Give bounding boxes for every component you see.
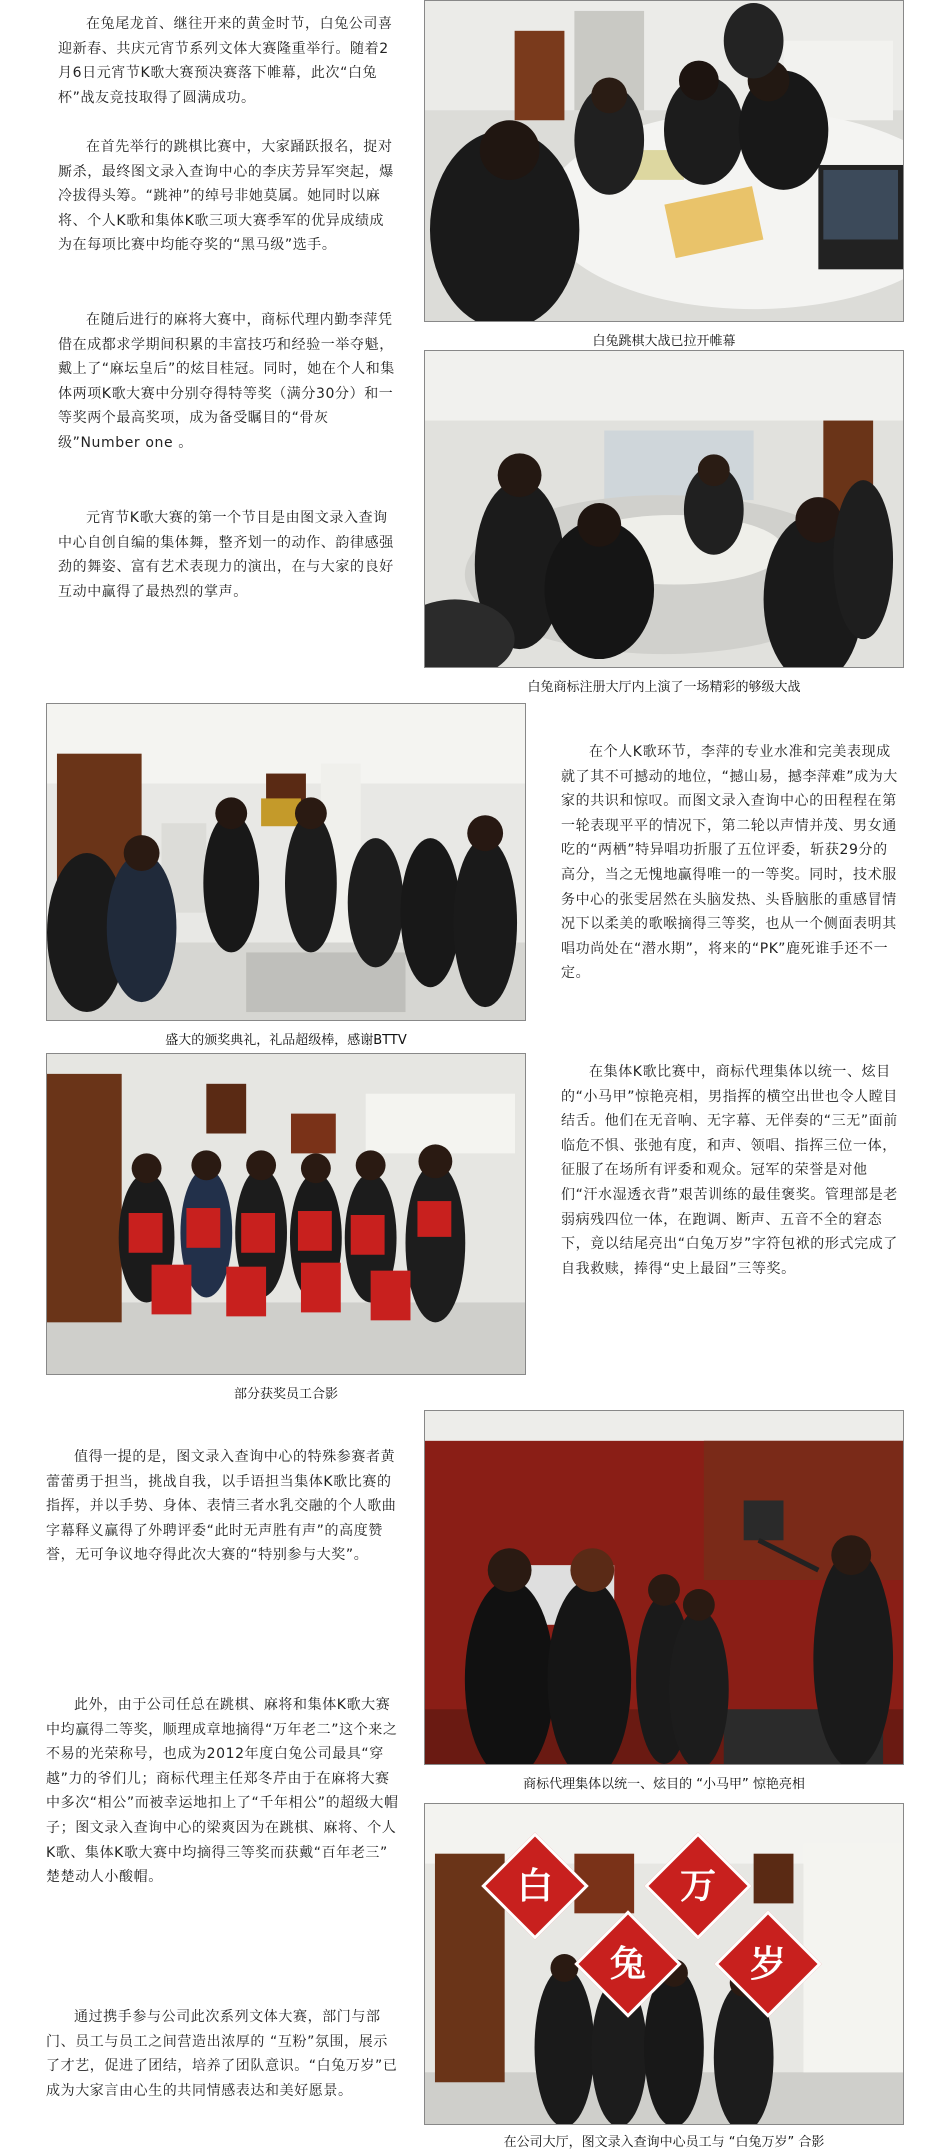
solo-karaoke-paragraph: 在个人K歌环节，李萍的专业水准和完美表现成就了其不可撼动的地位，“撼山易，撼李萍难”成为大家的共识和惊叹。而图文录入查询中心的田程程在第一轮表现平平的情况下，第二轮以声情并茂、男女通吃的“两栖”特异唱功折服了五位评委，斩获29分的高分，当之无愧地赢得唯一的一等奖。同时，技术服务中心的张雯居然在头脑发热、头昏脑胀的重感冒情况下以柔美的歌喉摘得三等奖，也从一个侧面表明其唱功尚处在“潜水期”，将来的“PK”鹿死谁手还不一定。 — [561, 744, 898, 982]
award-ceremony-photo — [46, 703, 526, 1021]
winners-caption: 部分获奖员工合影 — [233, 1387, 338, 1402]
checkers-paragraph: 在首先举行的跳棋比赛中，大家踊跃报名，捉对厮杀，最终图文录入查询中心的李庆芳异军突起，爆冷拔得头筹。“跳神”的绰号非她莫属。她同时以麻将、个人K歌和集体K歌三项大赛季军的优异成绩成为在每项比赛中均能夺奖的“黑马级”选手。 — [58, 139, 394, 254]
sign-ten-thousand-label: 万 — [679, 1865, 716, 1907]
sign-rabbit-label: 兔 — [609, 1943, 646, 1985]
checkers-photo — [424, 0, 904, 322]
rabbit-signs-caption: 在公司大厅，图文录入查询中心员工与 “白兔万岁” 合影 — [503, 2135, 825, 2150]
winners-photo — [46, 1053, 526, 1375]
intro-paragraph: 在兔尾龙首、继往开来的黄金时节，白兔公司喜迎新春、共庆元宵节系列文体大赛隆重举行。随着2月6日元宵节K歌大赛预决赛落下帷幕，此次“白兔杯”战友竞技取得了圆满成功。 — [58, 16, 393, 106]
rabbit-signs-photo — [424, 1803, 904, 2125]
titles-paragraph: 此外，由于公司任总在跳棋、麻将和集体K歌大赛中均赢得二等奖，顺理成章地摘得“万年老二”这个来之不易的光荣称号，也成为2012年度白兔公司最具“穿越”力的爷们儿；商标代理主任郑冬芹由于在麻将大赛中多次“相公”而被幸运地扣上了“千年相公”的超级大帽子；图文录入查询中心的梁爽因为在跳棋、麻将、个人K歌、集体K歌大赛中均摘得三等奖而获戴“百年老三” 楚楚动人小酸帽。 — [46, 1697, 399, 1886]
group-singing-photo — [424, 1410, 904, 1765]
card-game-photo — [424, 350, 904, 668]
card-game-caption: 白兔商标注册大厅内上演了一场精彩的够级大战 — [527, 680, 801, 695]
award-ceremony-caption: 盛大的颁奖典礼，礼品超级棒，感谢BTTV — [165, 1033, 407, 1048]
mahjong-paragraph: 在随后进行的麻将大赛中，商标代理内勤李萍凭借在成都求学期间积累的丰富技巧和经验一举夺魁，戴上了“麻坛皇后”的炫目桂冠。同时，她在个人和集体两项K歌大赛中分别夺得特等奖（满分30分）和一等奖两个最高奖项，成为备受瞩目的“骨灰级”Number one 。 — [58, 312, 395, 451]
sign-white-label: 白 — [516, 1865, 553, 1907]
sign-language-paragraph: 值得一提的是，图文录入查询中心的特殊参赛者黄蕾蕾勇于担当，挑战自我，以手语担当集体K歌比赛的指挥，并以手势、身体、表情三者水乳交融的个人歌曲字幕释义赢得了外聘评委“此时无声胜有声”的高度赞誉，无可争议地夺得此次大赛的“特别参与大奖”。 — [46, 1449, 397, 1564]
checkers-caption: 白兔跳棋大战已拉开帷幕 — [592, 334, 736, 349]
sign-year-label: 岁 — [749, 1943, 786, 1985]
group-karaoke-paragraph: 在集体K歌比赛中，商标代理集体以统一、炫目的“小马甲”惊艳亮相，男指挥的横空出世也令人瞠目结舌。他们在无音响、无字幕、无伴奏的“三无”面前临危不惧、张弛有度，和声、领唱、指挥三位一体，征服了在场所有评委和观众。冠军的荣誉是对他们“汗水湿透衣背”艰苦训练的最佳褒奖。管理部是老弱病残四位一体，在跑调、断声、五音不全的窘态下，竟以结尾亮出“白兔万岁”字符包袱的形式完成了自我救赎，捧得“史上最囧”三等奖。 — [561, 1064, 898, 1277]
dance-paragraph: 元宵节K歌大赛的第一个节目是由图文录入查询中心自创自编的集体舞，整齐划一的动作、韵律感强劲的舞姿、富有艺术表现力的演出，在与大家的良好互动中赢得了最热烈的掌声。 — [58, 510, 394, 600]
group-singing-caption: 商标代理集体以统一、炫目的 “小马甲” 惊艳亮相 — [523, 1777, 805, 1792]
closing-paragraph: 通过携手参与公司此次系列文体大赛，部门与部门、员工与员工之间营造出浓厚的 “互粉”氛围，展示了才艺，促进了团结，培养了团队意识。“白兔万岁”已成为大家言由心生的共同情感表达和美好愿景。 — [46, 2009, 398, 2099]
